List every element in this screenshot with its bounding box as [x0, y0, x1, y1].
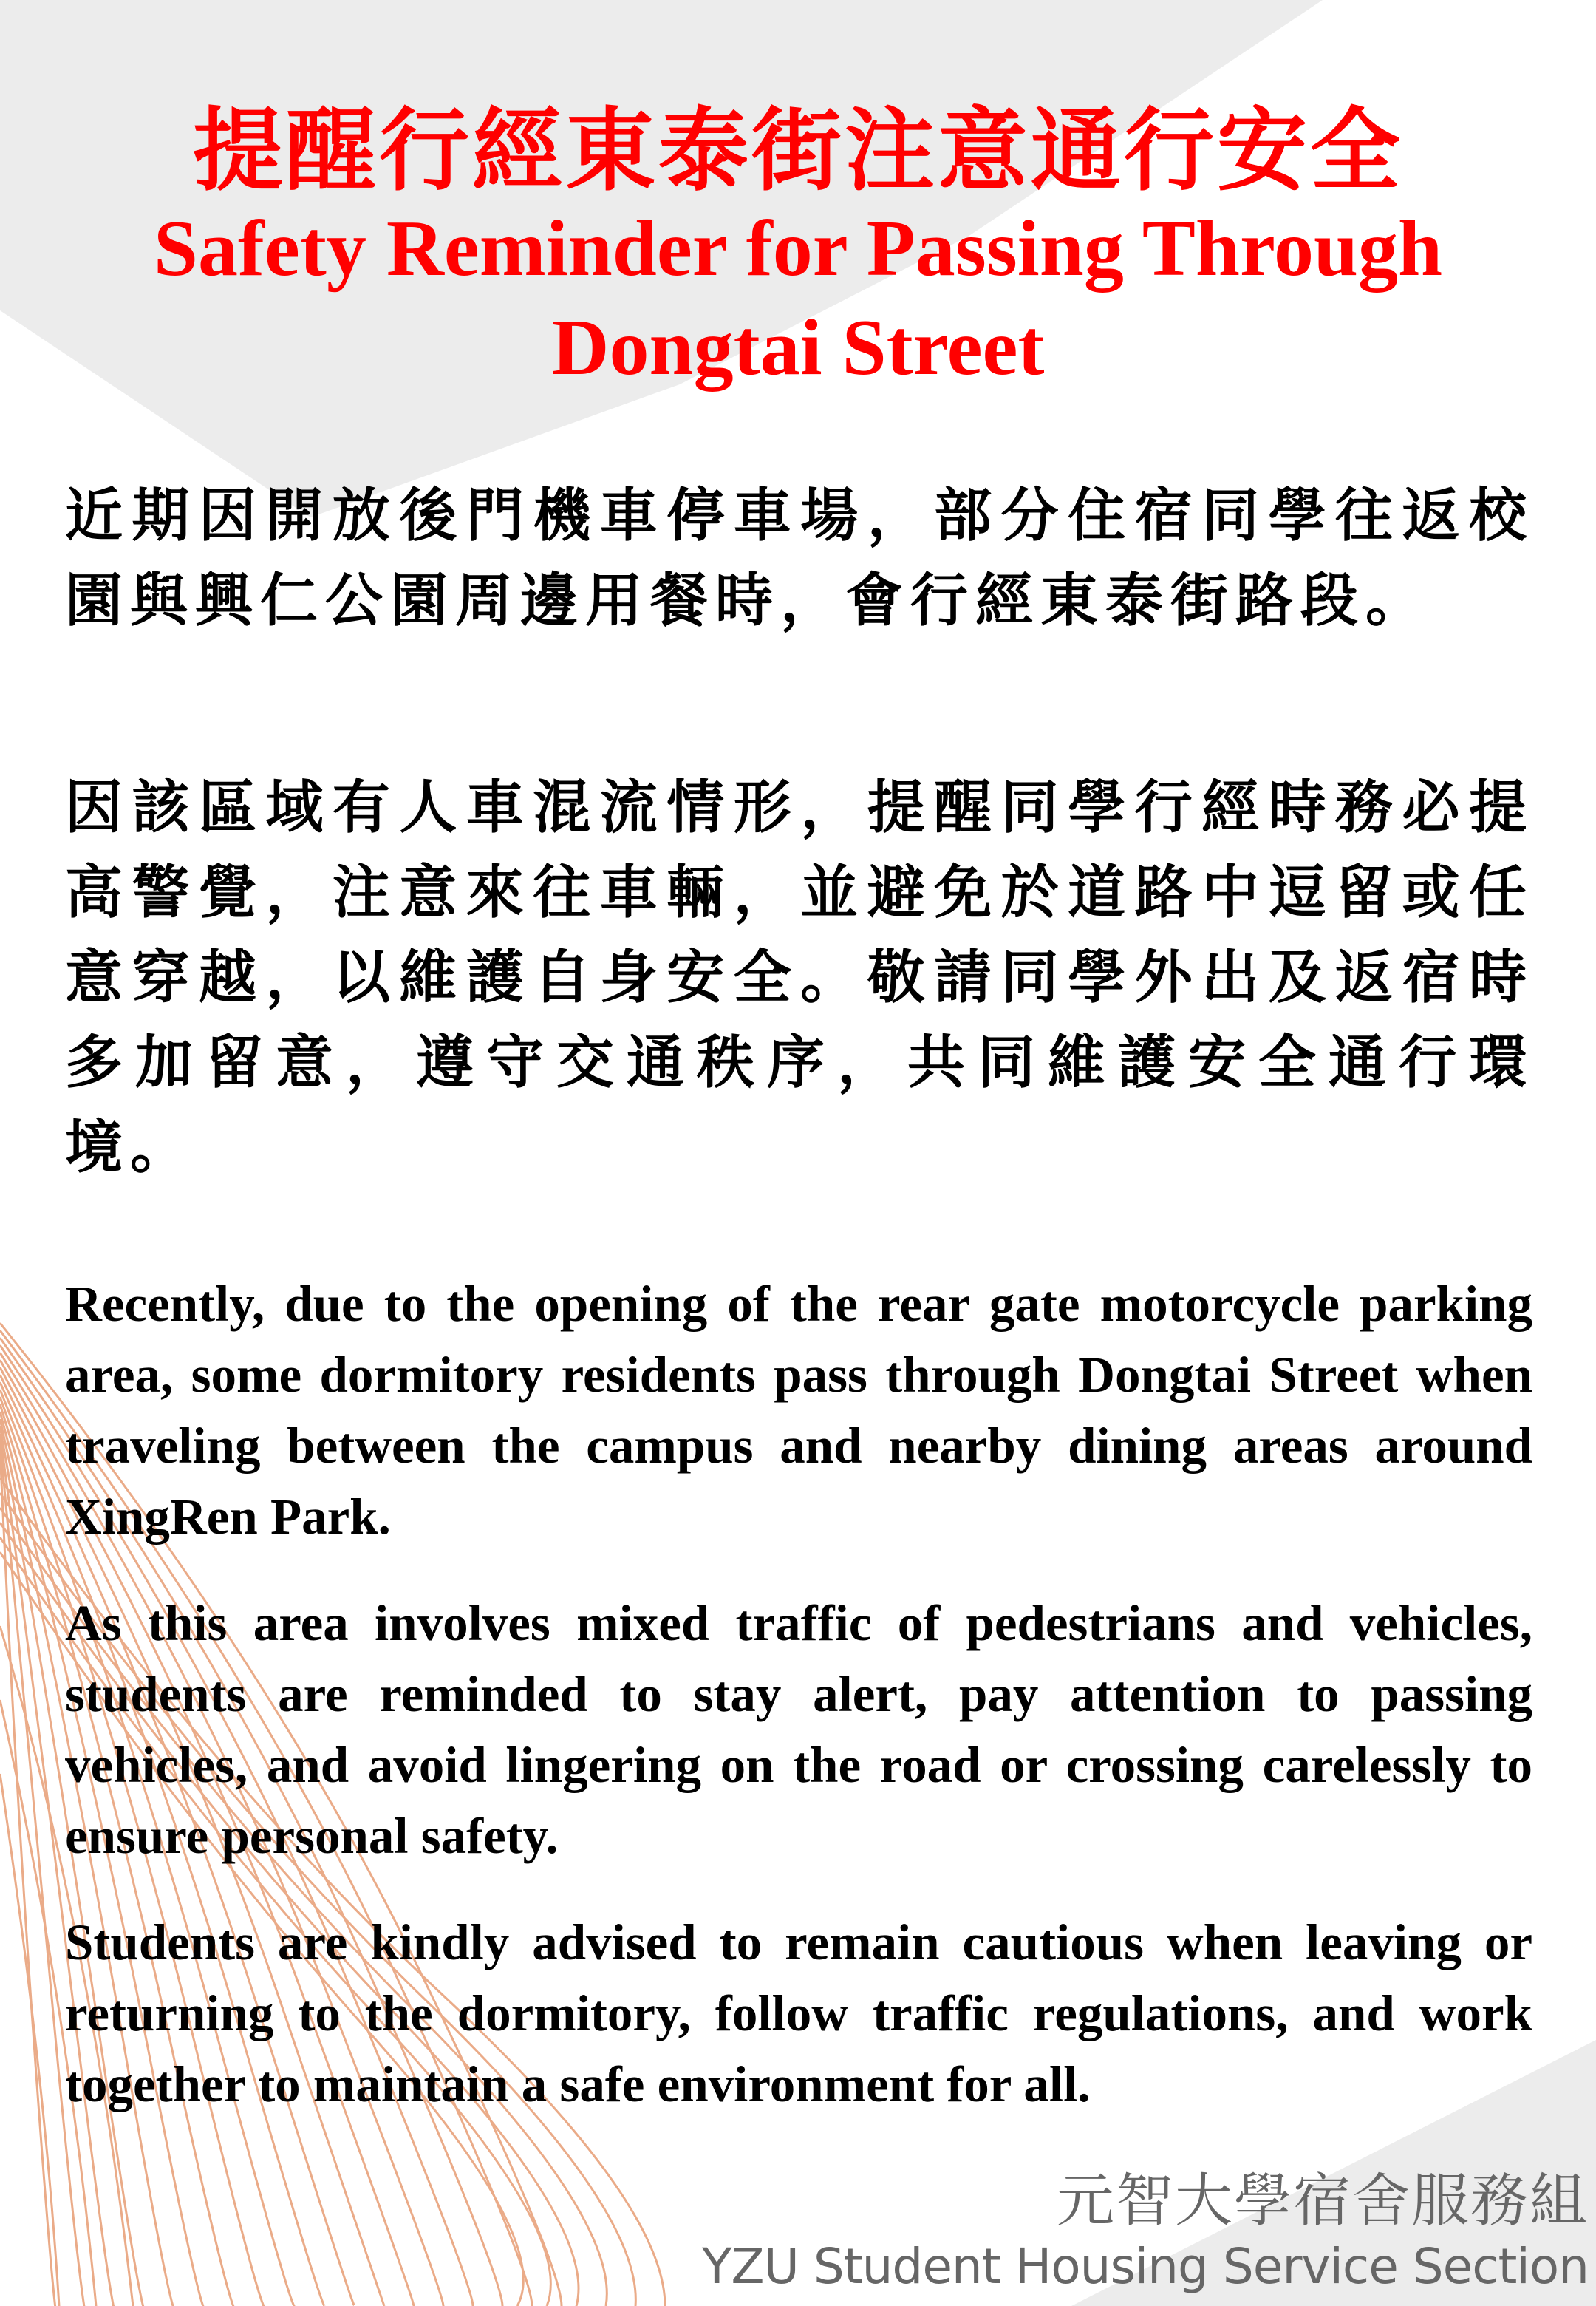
paragraph-en-1: Recently, due to the opening of the rear gate motorcycle parking area, some dormitory residents pass through Dongtai Street when traveling between the campus and nearby dining areas around XingRen Park. — [65, 1276, 1532, 1545]
paragraph-en-3: Students are kindly advised to remain cautious when leaving or returning to the dormitory, follow traffic regulations, and work together to maintain a safe environment for all. — [65, 1914, 1532, 2112]
title-english — [0, 200, 1596, 398]
organization-name-en: YZU Student Housing Service Section — [702, 2238, 1589, 2295]
paragraph-zh-2: 因該區域有人車混流情形，提醒同學行經時務必提高警覺，注意來往車輛，並避免於道路中逗留或任意穿越，以維護自身安全。敬請同學外出及返宿時多加留意，遵守交通秩序，共同維護安全通行環境。 — [65, 774, 1534, 1181]
title-chinese: 提醒行經東泰街注意通行安全 — [193, 97, 1403, 203]
organization-name-zh: 元智大學宿舍服務組 — [1056, 2168, 1589, 2234]
paragraph-zh-1: 近期因開放後門機車停車場，部分住宿同學往返校園與興仁公園周邊用餐時，會行經東泰街路段。 — [65, 482, 1534, 634]
paragraph-en-2: As this area involves mixed traffic of pedestrians and vehicles, students are reminded to stay alert, pay attention to passing vehicles, and avoid lingering on the road or crossing carelessly to ensure personal safety. — [65, 1595, 1532, 1864]
title-english-line-2: Dongtai Street — [551, 304, 1045, 392]
title-english-line-1: Safety Reminder for Passing Through — [153, 205, 1443, 293]
footer-signature — [702, 2166, 1589, 2297]
